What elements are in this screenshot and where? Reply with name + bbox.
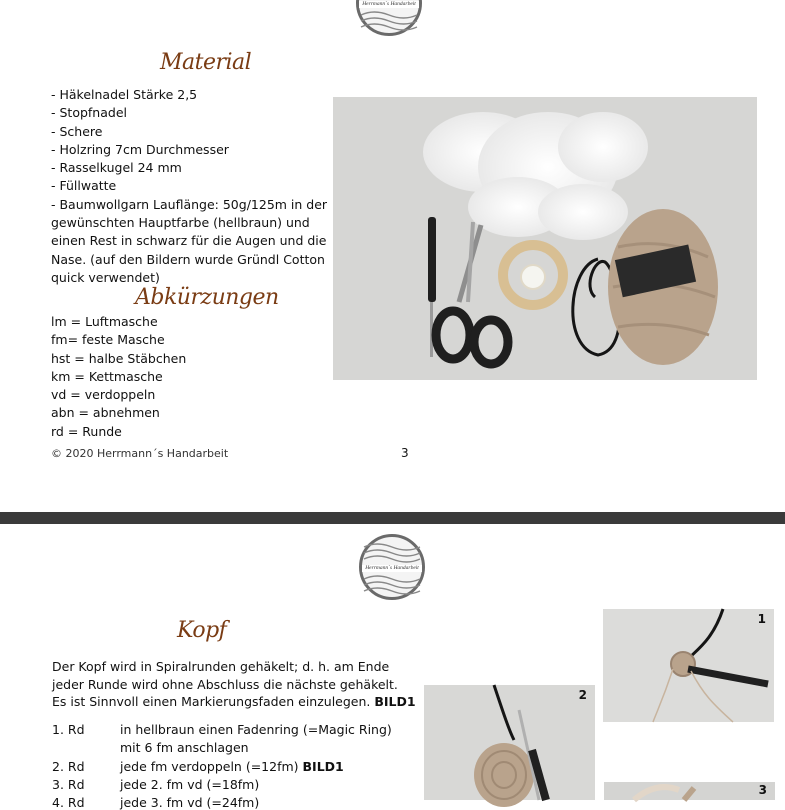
list-item: - Schere bbox=[51, 123, 103, 139]
intro-line: Der Kopf wird in Spiralrunden gehäkelt; d. h. am Ende bbox=[52, 659, 390, 674]
list-item: lm = Luftmasche bbox=[51, 314, 158, 329]
round-desc: mit 6 fm anschlagen bbox=[120, 740, 249, 755]
list-item: fm= feste Masche bbox=[51, 332, 165, 348]
round-desc-wrap bbox=[120, 759, 344, 774]
list-item: vd = verdoppeln bbox=[51, 387, 156, 403]
abbreviations-heading: Abkürzungen bbox=[135, 285, 279, 310]
round-label: 3. Rd bbox=[52, 777, 85, 792]
intro-line: jeder Runde wird ohne Abschluss die nächste gehäkelt. bbox=[52, 676, 398, 692]
list-item: - Füllwatte bbox=[51, 178, 117, 194]
cotton-wool bbox=[423, 112, 648, 240]
list-item: quick verwendet) bbox=[51, 269, 160, 285]
list-item: km = Kettmasche bbox=[51, 368, 163, 384]
round-label: 4. Rd bbox=[52, 795, 85, 810]
material-heading: Material bbox=[160, 50, 252, 75]
round-desc: jede fm verdoppeln (=12fm) bbox=[120, 759, 299, 774]
list-item: Nase. (auf den Bildern wurde Gründl Cotton bbox=[51, 251, 325, 267]
list-item: einen Rest in schwarz für die Augen und die bbox=[51, 233, 327, 249]
kopf-heading: Kopf bbox=[177, 618, 227, 643]
round-label: 2. Rd bbox=[52, 759, 85, 774]
round-desc: in hellbraun einen Fadenring (=Magic Ring) bbox=[120, 722, 392, 737]
intro-line bbox=[52, 693, 416, 711]
photo-label: 1 bbox=[757, 612, 766, 626]
list-item: rd = Runde bbox=[51, 423, 122, 439]
round-label: 1. Rd bbox=[52, 722, 85, 737]
list-item: - Holzring 7cm Durchmesser bbox=[51, 141, 229, 157]
list-item: - Baumwollgarn Lauflänge: 50g/125m in der bbox=[51, 196, 328, 212]
intro-paragraph bbox=[52, 658, 416, 711]
logo-text: Herrmann´s Handarbeit bbox=[362, 565, 422, 572]
copyright-footer: © 2020 Herrmann´s Handarbeit bbox=[51, 447, 229, 460]
figure-ref: BILD1 bbox=[374, 694, 416, 709]
figure-ref: BILD1 bbox=[302, 759, 344, 774]
list-item: abn = abnehmen bbox=[51, 405, 160, 421]
photo-bild2 bbox=[424, 685, 595, 800]
photo-bild3 bbox=[604, 782, 775, 800]
logo-badge bbox=[356, 0, 422, 36]
photo-bild1 bbox=[603, 609, 774, 722]
list-item: - Rasselkugel 24 mm bbox=[51, 160, 182, 176]
abbreviations-list bbox=[51, 313, 186, 441]
materials-photo bbox=[333, 97, 757, 380]
logo-text: Herrmann´s Handarbeit bbox=[359, 1, 419, 8]
page-number: 3 bbox=[401, 446, 409, 460]
rattle-ball bbox=[521, 265, 545, 289]
logo-badge bbox=[359, 534, 425, 600]
intro-line-text: Es ist Sinnvoll einen Markierungsfaden einzulegen. bbox=[52, 694, 371, 709]
round-desc: jede 2. fm vd (=18fm) bbox=[120, 777, 260, 792]
yarn-ball bbox=[608, 209, 718, 365]
list-item: - Stopfnadel bbox=[51, 105, 127, 121]
page-4 bbox=[0, 524, 785, 810]
materials-list bbox=[51, 86, 327, 287]
page-separator bbox=[0, 512, 785, 524]
scissors bbox=[436, 222, 508, 364]
list-item: hst = halbe Stäbchen bbox=[51, 350, 187, 366]
round-desc: jede 3. fm vd (=24fm) bbox=[120, 795, 260, 810]
photo-label: 2 bbox=[578, 688, 587, 702]
list-item: - Häkelnadel Stärke 2,5 bbox=[51, 87, 198, 102]
photo-label: 3 bbox=[758, 783, 767, 797]
list-item: gewünschten Hauptfarbe (hellbraun) und bbox=[51, 215, 310, 231]
